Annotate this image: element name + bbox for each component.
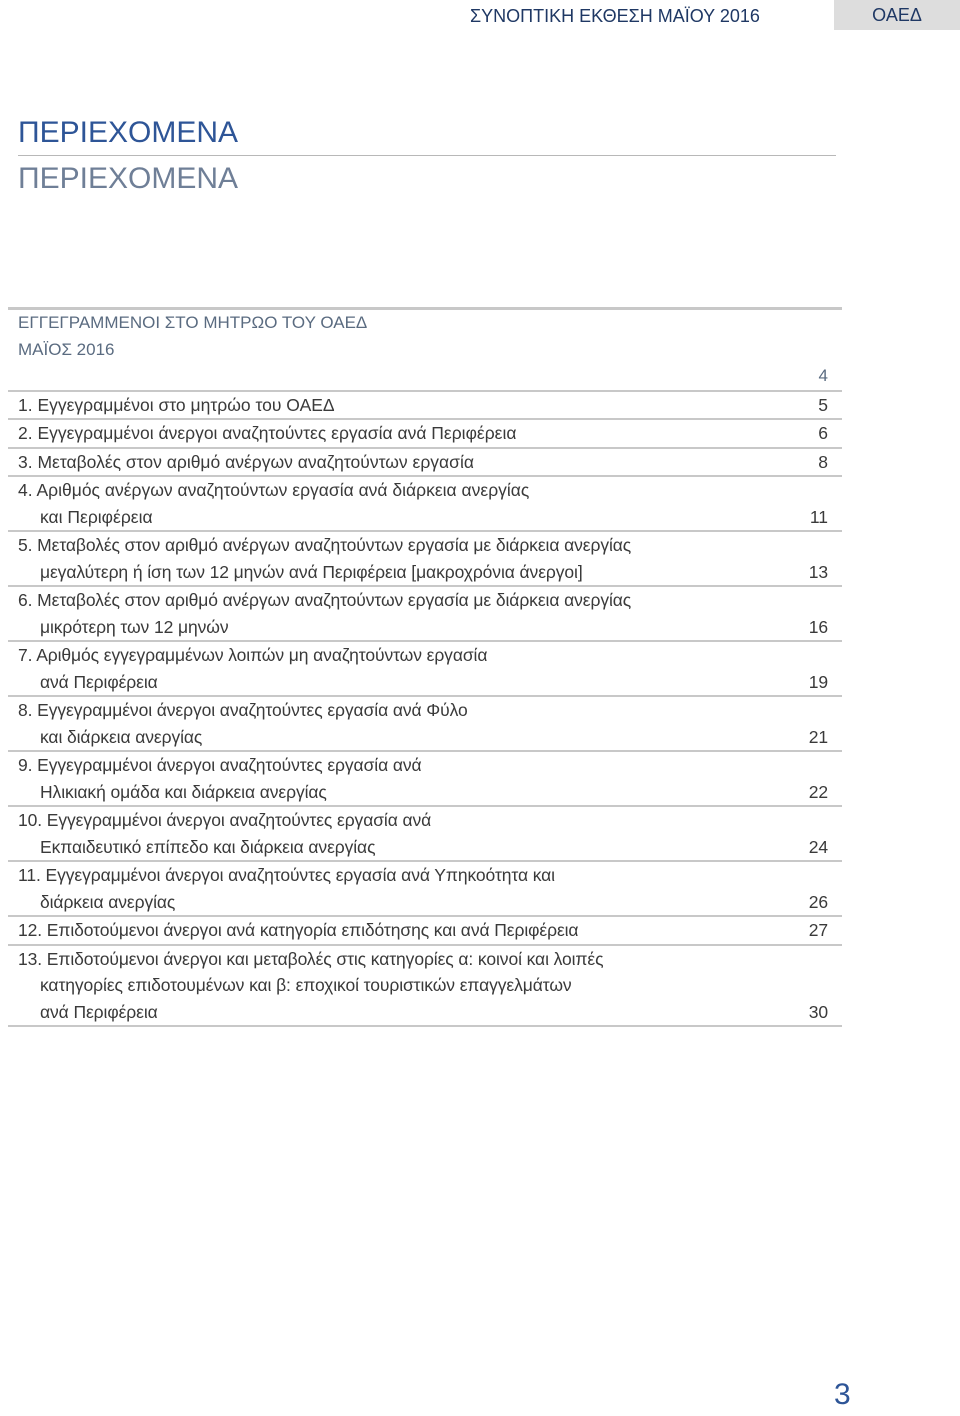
- toc-entry-list: [8, 392, 842, 1028]
- toc-page-number: 13: [808, 561, 828, 582]
- toc-page-number: 8: [818, 451, 828, 472]
- toc-intro-entry[interactable]: [8, 310, 842, 392]
- toc-page-number: 27: [808, 920, 828, 940]
- table-of-contents: [8, 307, 842, 1027]
- heading-divider: [18, 155, 836, 156]
- toc-entry-text: και Περιφέρεια: [40, 506, 153, 527]
- toc-entry-text: διάρκεια ανεργίας: [40, 891, 176, 912]
- toc-page-number: 21: [808, 726, 828, 747]
- toc-entry-text: ανά Περιφέρεια: [40, 671, 158, 692]
- toc-entry-text: μικρότερη των 12 μηνών: [40, 616, 229, 637]
- toc-page-number: 19: [808, 671, 828, 692]
- toc-entry-text: ανά Περιφέρεια: [40, 1001, 158, 1022]
- toc-entry-text: 8. Εγγεγραμμένοι άνεργοι αναζητούντες εργασία ανά Φύλο: [18, 700, 468, 720]
- toc-entry[interactable]: [8, 917, 842, 946]
- toc-entry-text: 5. Μεταβολές στον αριθμό ανέργων αναζητούντων εργασία με διάρκεια ανεργίας: [18, 535, 632, 555]
- toc-heading-repeat: ΠΕΡΙΕΧΟΜΕΝΑ: [18, 162, 239, 195]
- toc-entry-text: 3. Μεταβολές στον αριθμό ανέργων αναζητούντων εργασία: [18, 451, 474, 472]
- toc-entry[interactable]: [8, 420, 842, 449]
- report-title: ΣΥΝΟΠΤΙΚΗ ΕΚΘΕΣΗ ΜΑΪΟΥ 2016: [470, 6, 760, 26]
- toc-entry-text: 4. Αριθμός ανέργων αναζητούντων εργασία ανά διάρκεια ανεργίας: [18, 480, 530, 500]
- toc-entry[interactable]: [8, 392, 842, 421]
- toc-entry[interactable]: [8, 642, 842, 697]
- toc-intro-line: ΕΓΓΕΓΡΑΜΜΕΝΟΙ ΣΤΟ ΜΗΤΡΩΟ ΤΟΥ ΟΑΕΔ: [18, 313, 368, 332]
- toc-entry-text: μεγαλύτερη ή ίση των 12 μηνών ανά Περιφέρεια [μακροχρόνια άνεργοι]: [40, 561, 583, 582]
- toc-entry[interactable]: [8, 587, 842, 642]
- toc-entry-text: 7. Αριθμός εγγεγραμμένων λοιπών μη αναζητούντων εργασία: [18, 645, 488, 665]
- toc-entry[interactable]: [8, 807, 842, 862]
- toc-entry-text: 6. Μεταβολές στον αριθμό ανέργων αναζητούντων εργασία με διάρκεια ανεργίας: [18, 590, 632, 610]
- toc-heading: ΠΕΡΙΕΧΟΜΕΝΑ: [18, 116, 239, 149]
- toc-entry-text: 12. Επιδοτούμενοι άνεργοι ανά κατηγορία επιδότησης και ανά Περιφέρεια: [18, 920, 579, 940]
- toc-entry-text: Ηλικιακή ομάδα και διάρκεια ανεργίας: [40, 781, 327, 802]
- toc-entry[interactable]: [8, 697, 842, 752]
- toc-entry-text: 11. Εγγεγραμμένοι άνεργοι αναζητούντες εργασία ανά Υπηκοότητα και: [18, 865, 555, 885]
- toc-entry[interactable]: [8, 532, 842, 587]
- toc-entry-text: 10. Εγγεγραμμένοι άνεργοι αναζητούντες εργασία ανά: [18, 810, 432, 830]
- toc-page-number: 24: [808, 836, 828, 857]
- toc-entry-text: 2. Εγγεγραμμένοι άνεργοι αναζητούντες εργασία ανά Περιφέρεια: [18, 423, 517, 443]
- toc-entry-text: Εκπαιδευτικό επίπεδο και διάρκεια ανεργίας: [40, 836, 376, 857]
- toc-entry-text: 13. Επιδοτούμενοι άνεργοι και μεταβολές στις κατηγορίες α: κοινοί και λοιπές: [18, 948, 604, 969]
- toc-page-number: 22: [808, 781, 828, 802]
- toc-page-number: 16: [808, 616, 828, 637]
- page-number: 3: [834, 1378, 851, 1411]
- toc-page-number: 4: [818, 366, 828, 385]
- toc-entry[interactable]: [8, 752, 842, 807]
- toc-page-number: 5: [818, 394, 828, 415]
- toc-page-number: 6: [818, 423, 828, 443]
- toc-intro-line: ΜΑΪΟΣ 2016: [18, 339, 115, 359]
- toc-page-number: 11: [809, 506, 828, 527]
- organization-badge: ΟΑΕΔ: [834, 0, 960, 30]
- toc-entry[interactable]: [8, 477, 842, 532]
- toc-entry-text: και διάρκεια ανεργίας: [40, 726, 203, 747]
- toc-entry[interactable]: [8, 862, 842, 917]
- toc-entry-text: 9. Εγγεγραμμένοι άνεργοι αναζητούντες εργασία ανά: [18, 755, 422, 775]
- toc-page-number: 26: [808, 891, 828, 912]
- toc-entry[interactable]: [8, 449, 842, 478]
- toc-entry-text: 1. Εγγεγραμμένοι στο μητρώο του ΟΑΕΔ: [18, 394, 335, 415]
- toc-entry-text: κατηγορίες επιδοτουμένων και β: εποχικοί τουριστικών επαγγελμάτων: [40, 975, 572, 995]
- toc-page-number: 30: [808, 1001, 828, 1022]
- toc-entry[interactable]: [8, 946, 842, 1028]
